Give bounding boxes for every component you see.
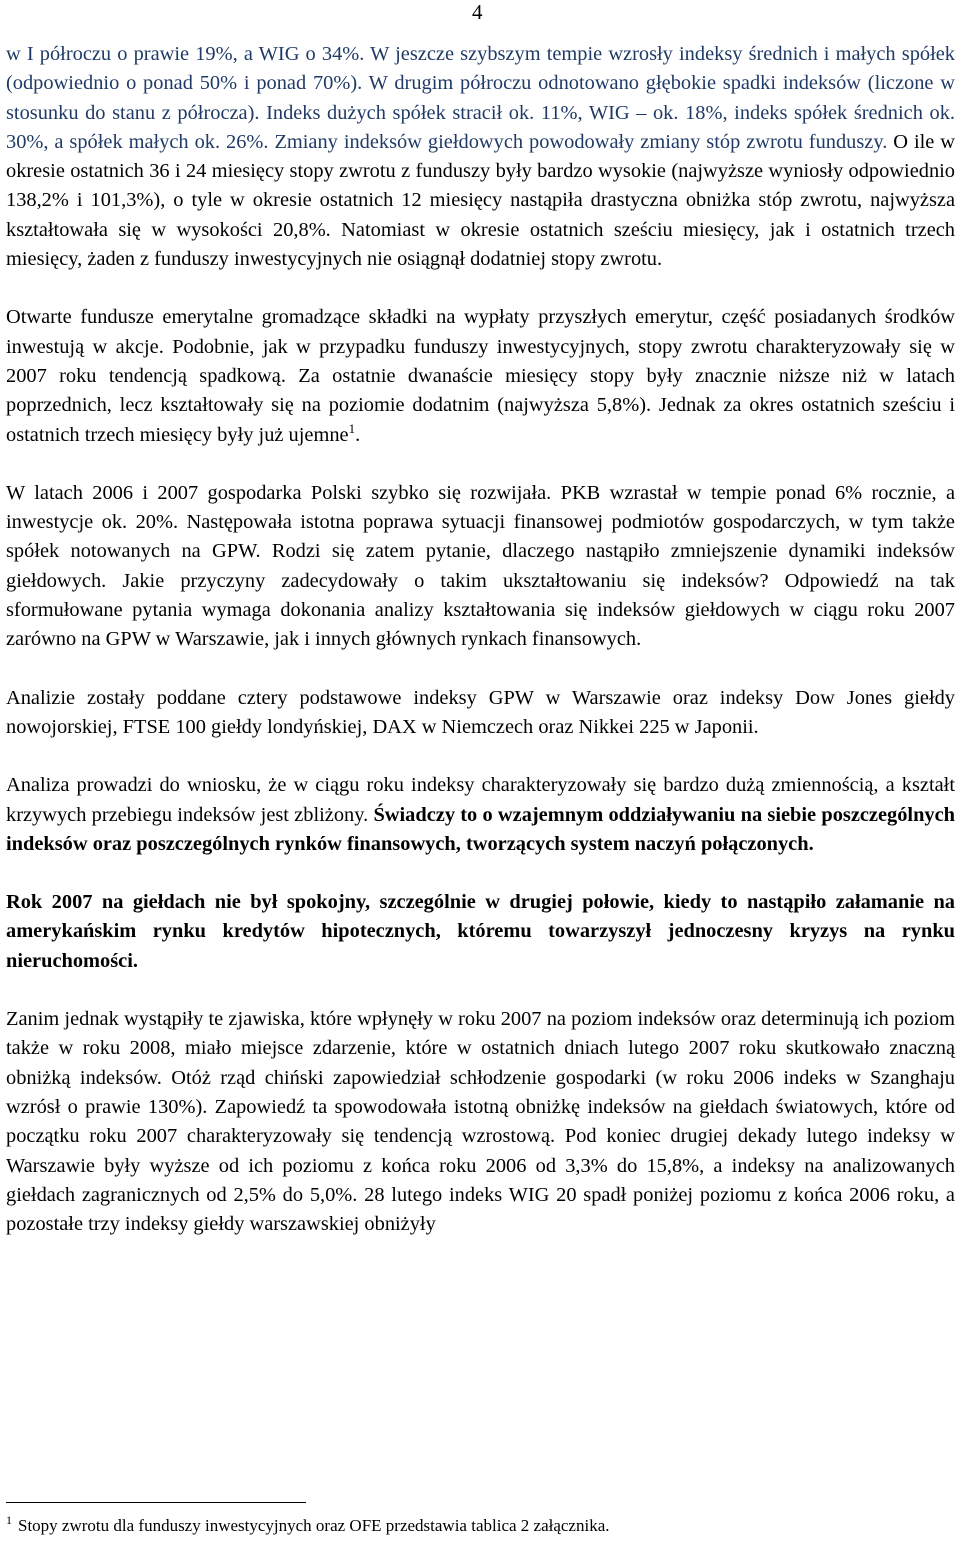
paragraph-4: Analizie zostały poddane cztery podstawowe indeksy GPW w Warszawie oraz indeksy Dow Jones giełdy nowojorskiej, FTSE 100 giełdy londyńskiej, DAX w Niemczech oraz Nikkei 225 w Japonii. — [6, 686, 955, 738]
paragraph-2-text: Otwarte fundusze emerytalne gromadzące składki na wypłaty przyszłych emerytur, część posiadanych środków inwestują w akcje. Podobnie, jak w przypadku funduszy inwestycyjnych, stopy zwrotu charakteryzowały się w 2007 roku tendencją spadkową. Za ostatnie dwanaście miesięcy stopy były znacznie niższe niż w latach poprzednich, lecz kształtowały się na poziomie dodatnim (najwyższa 5,8%). Jednak za okres ostatnich sześciu i ostatnich trzech miesięcy były już ujemne — [6, 306, 955, 446]
body-text — [6, 40, 955, 1268]
paragraph-2-end: . — [355, 423, 361, 446]
page-number: 4 — [472, 0, 483, 24]
footnote — [6, 1513, 610, 1536]
paragraph-5-bold: Świadczy to o wzajemnym oddziaływaniu na siebie poszczególnych indeksów oraz poszczególnych rynków finansowych, tworzących system naczyń połączonych. — [6, 803, 956, 855]
footnote-mark: 1 — [6, 1513, 12, 1528]
footnote-reference: 1 — [348, 420, 356, 436]
footnote-text: Stopy zwrotu dla funduszy inwestycyjnych oraz OFE przedstawia tablica 2 załącznika. — [18, 1516, 610, 1535]
paragraph-3: W latach 2006 i 2007 gospodarka Polski szybko się rozwijała. PKB wzrastał w tempie ponad 6% rocznie, a inwestycje ok. 20%. Następowała istotna poprawa sytuacji finansowej podmiotów gospodarczych, w tym także spółek notowanych na GPW. Rodzi się zatem pytanie, dlaczego nastąpiło zmniejszenie dynamiki indeksów giełdowych. Jakie przyczyny zadecydowały o takim ukształtowaniu się indeksów? Odpowiedź na tak sformułowane pytania wymaga dokonania analizy kształtowania się indeksów giełdowych w ciągu roku 2007 zarówno na GPW w Warszawie, jak i innych głównych rynkach finansowych. — [6, 481, 955, 651]
paragraph-1-intro: w I półroczu o prawie 19%, a WIG o 34%. W jeszcze szybszym tempie wzrosły indeksy średnich i małych spółek (odpowiednio o ponad 50% i ponad 70%). W drugim półroczu odnotowano głębokie spadki indeksów (liczone w stosunku do stanu z półrocza). Indeks dużych spółek stracił ok. 11%, WIG – ok. 18%, indeks spółek średnich ok. 30%, a spółek małych ok. 26%. Zmiany indeksów giełdowych powodowały zmiany stóp zwrotu funduszy. — [6, 43, 955, 153]
paragraph-6: Rok 2007 na giełdach nie był spokojny, szczególnie w drugiej połowie, kiedy to nastąpiło załamanie na amerykańskim rynku kredytów hipotecznych, któremu towarzyszył jednoczesny kryzys na rynku nieruchomości. — [6, 891, 955, 972]
paragraph-2 — [6, 303, 955, 449]
footnote-separator — [6, 1502, 306, 1503]
paragraph-5 — [6, 771, 955, 859]
paragraph-7: Zanim jednak wystąpiły te zjawiska, które wpłynęły w roku 2007 na poziom indeksów oraz determinują ich poziom także w roku 2008, miało miejsce zdarzenie, które w ostatnich dniach lutego 2007 roku skutkowało znaczną obniżką indeksów. Otóż rząd chiński zapowiedział schłodzenie gospodarki (w roku 2006 indeks w Szanghaju wzrósł o prawie 130%). Zapowiedź ta spowodowała istotną obniżkę indeksów na giełdach światowych, które od początku roku 2007 charakteryzowały się tendencją wzrostową. Pod koniec drugiej dekady lutego indeksy w Warszawie były wyższe od ich poziomu z końca roku 2006 od 3,3% do 15,8%, a indeksy na analizowanych giełdach zagranicznych od 2,5% do 5,0%. 28 lutego indeks WIG 20 spadł poniżej poziomu z końca 2006 roku, a pozostałe trzy indeksy giełdy warszawskiej obniżyły — [6, 1008, 955, 1236]
paragraph-1-rest: O ile w okresie ostatnich 36 i 24 miesięcy stopy zwrotu z funduszy były bardzo wysokie (najwyższe wyniosły odpowiednio 138,2% i 101,3%), o tyle w okresie ostatnich 12 miesięcy nastąpiła drastyczna obniżka stóp zwrotu, najwyższa kształtowała się w wysokości 20,8%. Natomiast w okresie ostatnich sześciu miesięcy, jak i ostatnich trzech miesięcy, żaden z funduszy inwestycyjnych nie osiągnął dodatniej stopy zwrotu. — [6, 130, 955, 271]
paragraph-1 — [6, 40, 955, 274]
paragraph-5-text: Analiza prowadzi do wniosku, że w ciągu roku indeksy charakteryzowały się bardzo dużą zmiennością, a kształt krzywych przebiegu indeksów jest zbliżony. — [6, 774, 955, 826]
